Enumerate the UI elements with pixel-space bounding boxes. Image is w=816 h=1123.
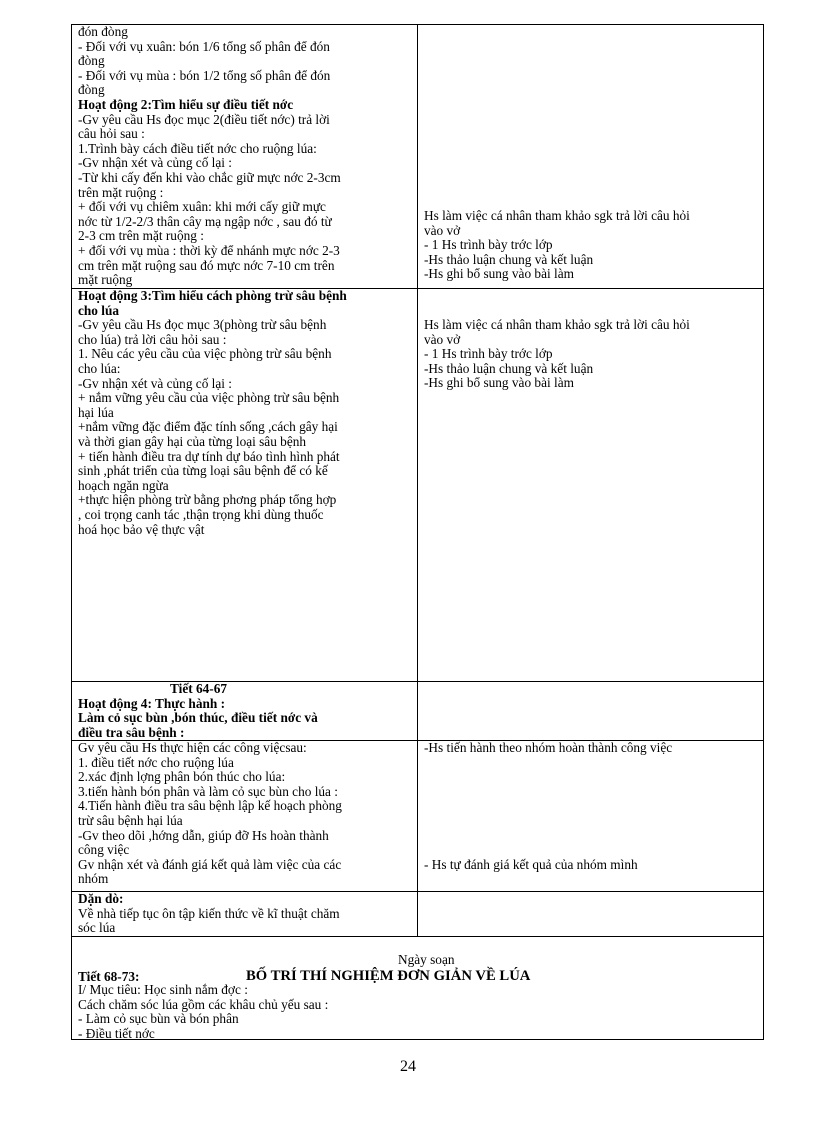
student-activity-cell xyxy=(418,25,763,288)
text-line: 1. Nêu các yêu cầu của việc phòng trừ sâu bệnh xyxy=(78,346,332,362)
text-line: công việc xyxy=(78,842,130,858)
activity-heading: Hoạt động 3:Tìm hiểu cách phòng trừ sâu bệnh xyxy=(78,288,347,303)
page-number: 24 xyxy=(400,1058,416,1075)
text-line: cho lúa) trả lời câu hỏi sau : xyxy=(78,331,227,347)
activity-heading: Hoạt động 2:Tìm hiểu sự điều tiết nớc xyxy=(78,96,294,112)
table-row xyxy=(72,289,763,682)
activity-heading: điều tra sâu bệnh : xyxy=(78,724,185,740)
table-row xyxy=(72,741,763,892)
text-line: trừ sâu bệnh hại lúa xyxy=(78,812,183,828)
text-line: -Gv theo dõi ,hớng dẫn, giúp đỡ Hs hoàn thành xyxy=(78,827,329,843)
text-line: 2-3 cm trên mặt ruộng : xyxy=(78,228,204,244)
lesson-table xyxy=(71,24,764,1040)
activity-heading: Hoạt động 4: Thực hành : xyxy=(78,695,226,711)
text-line: I/ Mục tiêu: Học sinh nắm đợc : xyxy=(78,982,248,997)
text-line: Về nhà tiếp tục ôn tập kiến thức về kĩ thuật chăm xyxy=(78,905,340,921)
text-line: -Từ khi cấy đến khi vào chắc giữ mực nớc 2-3cm xyxy=(78,169,341,185)
text-line: 1. điều tiết nớc cho ruộng lúa xyxy=(78,754,234,770)
text-line: đòng xyxy=(78,53,105,69)
text-line: câu hỏi sau : xyxy=(78,126,145,142)
student-activity-cell xyxy=(418,741,763,891)
text-line: -Hs tiến hành theo nhóm hoàn thành công việc xyxy=(424,740,673,755)
text-line: - 1 Hs trình bày trớc lớp xyxy=(424,346,553,362)
text-line: - 1 Hs trình bày trớc lớp xyxy=(424,237,553,253)
text-line: đòng xyxy=(78,82,105,98)
student-activity-cell xyxy=(418,892,763,936)
lesson-period: Tiết 68-73: xyxy=(78,969,140,984)
text-line: -Gv yêu cầu Hs đọc mục 3(phòng trừ sâu bệnh xyxy=(78,317,327,333)
table-row xyxy=(72,25,763,289)
student-activity-cell xyxy=(418,682,763,740)
text-line: hoạch ngăn ngừa xyxy=(78,477,169,493)
text-line: 1.Trình bày cách điều tiết nớc cho ruộng lúa: xyxy=(78,140,317,156)
text-line: vào vở xyxy=(424,331,461,347)
text-line: -Gv nhận xét và củng cố lại : xyxy=(78,155,232,171)
table-row xyxy=(72,682,763,741)
text-line: mặt ruộng xyxy=(78,272,133,288)
text-line: - Đối với vụ xuân: bón 1/6 tổng số phân để đón xyxy=(78,38,330,54)
activity-heading: cho lúa xyxy=(78,302,120,318)
text-line: cm trên mặt ruộng sau đó mực nớc 7-10 cm trên xyxy=(78,257,335,273)
new-lesson-cell xyxy=(72,937,763,1039)
text-line: +thực hiện phòng trừ bằng phơng pháp tổng hợp xyxy=(78,492,337,508)
text-line: hoá học bảo vệ thực vật xyxy=(78,521,205,537)
student-activity-cell xyxy=(418,289,763,681)
teacher-activity-cell xyxy=(72,892,418,936)
teacher-activity-cell xyxy=(72,25,418,288)
text-line: 2.xác định lợng phân bón thúc cho lúa: xyxy=(78,769,286,785)
text-line: hại lúa xyxy=(78,404,114,420)
teacher-activity-cell xyxy=(72,289,418,681)
text-line: trên mặt ruộng : xyxy=(78,184,164,200)
text-line: -Hs ghi bổ sung vào bài làm xyxy=(424,375,574,391)
text-line: - Đối với vụ mùa : bón 1/2 tổng số phân để đón xyxy=(78,67,331,83)
text-line: -Hs thảo luận chung và kết luận xyxy=(424,251,594,267)
text-line: -Hs thảo luận chung và kết luận xyxy=(424,360,594,376)
text-line: Hs làm việc cá nhân tham khảo sgk trả lời câu hỏi xyxy=(424,208,690,223)
date-label: Ngày soạn xyxy=(398,952,455,967)
text-line: -Hs ghi bổ sung vào bài làm xyxy=(424,266,574,282)
text-line: Gv yêu cầu Hs thực hiện các công việcsau: xyxy=(78,740,307,755)
list-item: - Làm cỏ sục bùn và bón phân xyxy=(78,1011,239,1026)
text-line: + đối với vụ chiêm xuân: khi mới cấy giữ mực xyxy=(78,199,326,215)
text-line: - Hs tự đánh giá kết quả của nhóm mình xyxy=(424,856,638,872)
text-line: đón đòng xyxy=(78,24,128,39)
text-line: và thời gian gây hại của từng loại sâu bệnh xyxy=(78,433,307,449)
list-item: - Điều tiết nớc xyxy=(78,1026,155,1041)
activity-heading: Làm cỏ sục bùn ,bón thúc, điều tiết nớc và xyxy=(78,710,318,726)
text-line: Hs làm việc cá nhân tham khảo sgk trả lời câu hỏi xyxy=(424,317,690,332)
text-line: vào vở xyxy=(424,222,461,238)
table-row xyxy=(72,937,763,1039)
text-line: -Gv nhận xét và củng cố lại : xyxy=(78,375,232,391)
text-line: cho lúa: xyxy=(78,360,121,376)
lesson-period: Tiết 64-67 xyxy=(170,681,227,696)
section-heading: Dặn dò: xyxy=(78,891,124,906)
text-line: + đối với vụ mùa : thời kỳ để nhánh mực nớc 2-3 xyxy=(78,242,340,258)
text-line: Gv nhận xét và đánh giá kết quả làm việc của các xyxy=(78,856,342,872)
text-line: nhóm xyxy=(78,871,109,887)
text-line: +nắm vững đặc điểm đặc tính sống ,cách gây hại xyxy=(78,419,338,435)
text-line: sinh ,phát triển của từng loại sâu bệnh để có kế xyxy=(78,463,328,479)
table-row xyxy=(72,892,763,937)
teacher-activity-cell xyxy=(72,682,418,740)
text-line: 4.Tiến hành điều tra sâu bệnh lập kế hoạch phòng xyxy=(78,798,342,814)
text-line: + nắm vững yêu cầu của việc phòng trừ sâu bệnh xyxy=(78,390,340,406)
lesson-title: BỐ TRÍ THÍ NGHIỆM ĐƠN GIẢN VỀ LÚA xyxy=(246,968,531,984)
text-line: nớc từ 1/2-2/3 thân cây mạ ngập nớc , sau đó từ xyxy=(78,213,332,229)
teacher-activity-cell xyxy=(72,741,418,891)
text-line: 3.tiến hành bón phân và làm cỏ sục bùn cho lúa : xyxy=(78,783,338,799)
text-line: + tiến hành điều tra dự tính dự báo tình hình phát xyxy=(78,448,340,464)
text-line: -Gv yêu cầu Hs đọc mục 2(điều tiết nớc) trả lời xyxy=(78,111,330,127)
text-line: , coi trọng canh tác ,thận trọng khi dùng thuốc xyxy=(78,506,324,522)
text-line: sóc lúa xyxy=(78,920,116,936)
text-line: Cách chăm sóc lúa gồm các khâu chủ yếu sau : xyxy=(78,997,329,1012)
